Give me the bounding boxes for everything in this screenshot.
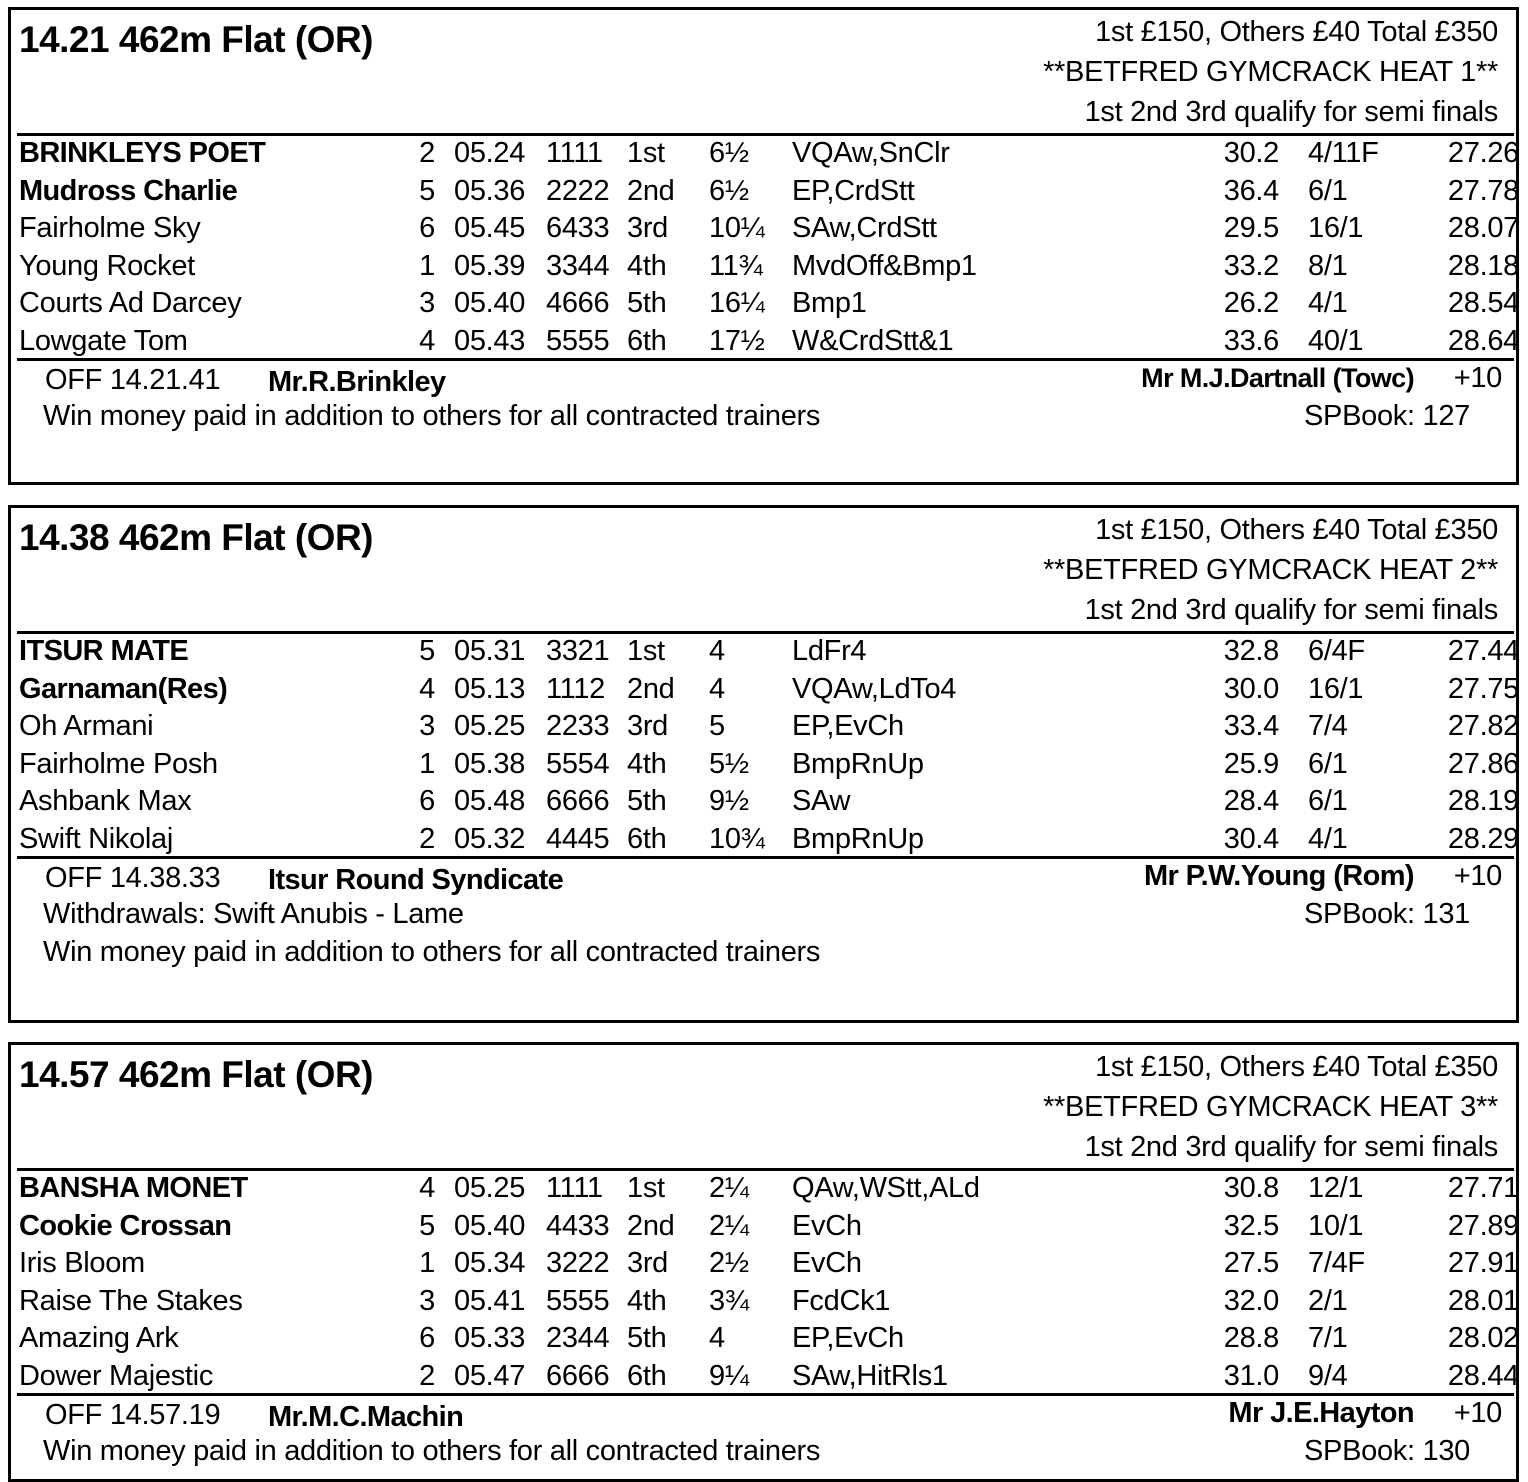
- runner-name: ITSUR MATE: [19, 635, 189, 667]
- starting-price: 6/4F: [1308, 635, 1365, 667]
- weight: 32.8: [1223, 635, 1279, 667]
- owner-name: Itsur Round Syndicate: [268, 864, 564, 896]
- finish-position: 5th: [627, 1322, 667, 1354]
- runner-name: Mudross Charlie: [19, 174, 238, 207]
- starting-price: 4/1: [1308, 287, 1348, 319]
- split-time: 05.13: [454, 672, 526, 705]
- distance-beaten: 6½: [709, 137, 749, 169]
- runner-name: Garnaman(Res): [19, 672, 228, 705]
- weight: 29.5: [1223, 212, 1279, 244]
- split-time: 05.36: [454, 174, 526, 207]
- run-time: 28.19: [1447, 785, 1519, 817]
- finish-position: 5th: [627, 785, 667, 817]
- weight: 26.2: [1223, 287, 1279, 319]
- split-time: 05.45: [454, 212, 526, 244]
- runner-name: Courts Ad Darcey: [19, 287, 242, 319]
- finish-position: 2nd: [627, 672, 675, 705]
- table-row: [11, 285, 1519, 323]
- weight: 31.0: [1223, 1359, 1279, 1392]
- weight: 30.4: [1223, 822, 1279, 855]
- run-time: 28.64: [1447, 324, 1519, 357]
- finish-position: 3rd: [627, 710, 669, 742]
- run-time: 27.78: [1447, 174, 1519, 207]
- table-row: [11, 248, 1519, 286]
- run-time: 27.86: [1447, 747, 1519, 780]
- sectional-positions: 6433: [546, 212, 610, 244]
- sp-book: SPBook: 127: [1304, 400, 1470, 432]
- sectional-positions: 5555: [546, 324, 610, 357]
- qualify-note: 1st 2nd 3rd qualify for semi finals: [1084, 96, 1498, 128]
- runner-name: Swift Nikolaj: [19, 822, 174, 855]
- weight: 32.0: [1223, 1284, 1279, 1317]
- race-remarks: QAw,WStt,ALd: [792, 1172, 980, 1204]
- table-row: [11, 1170, 1519, 1208]
- prize-money: 1st £150, Others £40 Total £350: [1095, 514, 1498, 546]
- qualify-note: 1st 2nd 3rd qualify for semi finals: [1084, 1131, 1498, 1163]
- runner-name: Oh Armani: [19, 710, 154, 742]
- prize-money: 1st £150, Others £40 Total £350: [1095, 1051, 1498, 1083]
- owner-name: Mr.R.Brinkley: [268, 366, 446, 398]
- finish-position: 4th: [627, 747, 667, 780]
- run-time: 28.02: [1447, 1322, 1519, 1354]
- finish-position: 2nd: [627, 1209, 675, 1242]
- runner-name: BRINKLEYS POET: [19, 137, 266, 169]
- table-row: [11, 1208, 1519, 1246]
- table-row: [11, 1283, 1519, 1321]
- race-remarks: LdFr4: [792, 635, 867, 667]
- results-table: [11, 1170, 1519, 1395]
- race-card-2: [8, 505, 1519, 1023]
- sectional-positions: 2233: [546, 710, 610, 742]
- heat-name: **BETFRED GYMCRACK HEAT 3**: [1043, 1091, 1498, 1123]
- race-remarks: W&CrdStt&1: [792, 324, 954, 357]
- finish-position: 5th: [627, 287, 667, 319]
- race-remarks: EP,EvCh: [792, 710, 904, 742]
- sectional-positions: 1111: [546, 137, 603, 169]
- distance-beaten: 2¼: [709, 1209, 749, 1242]
- off-time: OFF 14.21.41: [45, 364, 221, 396]
- race-remarks: EvCh: [792, 1247, 862, 1279]
- distance-beaten: 4: [709, 1322, 725, 1354]
- weight: 32.5: [1223, 1209, 1279, 1242]
- weight: 30.2: [1223, 137, 1279, 169]
- race-card-3: [8, 1042, 1519, 1482]
- prize-money: 1st £150, Others £40 Total £350: [1095, 16, 1498, 48]
- race-title: 14.38 462m Flat (OR): [19, 517, 373, 558]
- off-time: OFF 14.38.33: [45, 862, 221, 894]
- split-time: 05.25: [454, 1172, 526, 1204]
- table-row: [11, 708, 1519, 746]
- runner-name: Fairholme Sky: [19, 212, 201, 244]
- distance-beaten: 5: [709, 710, 725, 742]
- table-row: [11, 323, 1519, 361]
- table-row: [11, 746, 1519, 784]
- going-allowance: +10: [1453, 860, 1502, 892]
- weight: 30.8: [1223, 1172, 1279, 1204]
- split-time: 05.25: [454, 710, 526, 742]
- runner-name: Dower Majestic: [19, 1359, 214, 1392]
- trap-number: 2: [419, 137, 435, 169]
- starting-price: 6/1: [1308, 174, 1348, 207]
- starting-price: 10/1: [1308, 1209, 1364, 1242]
- race-remarks: VQAw,SnClr: [792, 137, 950, 169]
- finish-position: 1st: [627, 1172, 665, 1204]
- sectional-positions: 2344: [546, 1322, 610, 1354]
- trap-number: 4: [419, 1172, 435, 1204]
- race-remarks: BmpRnUp: [792, 747, 924, 780]
- finish-position: 4th: [627, 249, 667, 282]
- finish-position: 6th: [627, 822, 667, 855]
- run-time: 28.54: [1447, 287, 1519, 319]
- trap-number: 4: [419, 672, 435, 705]
- off-time: OFF 14.57.19: [45, 1399, 221, 1431]
- distance-beaten: 17½: [709, 324, 765, 357]
- trap-number: 6: [419, 212, 435, 244]
- starting-price: 16/1: [1308, 212, 1364, 244]
- race-note: Win money paid in addition to others for all contracted trainers: [43, 400, 821, 432]
- trap-number: 4: [419, 324, 435, 357]
- starting-price: 12/1: [1308, 1172, 1364, 1204]
- finish-position: 3rd: [627, 1247, 669, 1279]
- trap-number: 3: [419, 287, 435, 319]
- run-time: 28.07: [1447, 212, 1519, 244]
- table-row: [11, 1320, 1519, 1358]
- weight: 25.9: [1223, 747, 1279, 780]
- split-time: 05.32: [454, 822, 526, 855]
- starting-price: 16/1: [1308, 672, 1364, 705]
- runner-name: Ashbank Max: [19, 785, 192, 817]
- table-row: [11, 210, 1519, 248]
- distance-beaten: 9½: [709, 785, 749, 817]
- trap-number: 1: [419, 747, 435, 780]
- sectional-positions: 2222: [546, 174, 610, 207]
- distance-beaten: 9¼: [709, 1359, 749, 1392]
- runner-name: Iris Bloom: [19, 1247, 145, 1279]
- trap-number: 5: [419, 1209, 435, 1242]
- run-time: 27.91: [1447, 1247, 1519, 1279]
- trap-number: 3: [419, 710, 435, 742]
- split-time: 05.43: [454, 324, 526, 357]
- distance-beaten: 16¼: [709, 287, 765, 319]
- distance-beaten: 5½: [709, 747, 749, 780]
- runner-name: Fairholme Posh: [19, 747, 218, 780]
- split-time: 05.48: [454, 785, 526, 817]
- heat-name: **BETFRED GYMCRACK HEAT 2**: [1043, 554, 1498, 586]
- run-time: 27.71: [1447, 1172, 1519, 1204]
- race-remarks: EP,EvCh: [792, 1322, 904, 1354]
- finish-position: 1st: [627, 137, 665, 169]
- table-row: [11, 783, 1519, 821]
- table-row: [11, 135, 1519, 173]
- distance-beaten: 2½: [709, 1247, 749, 1279]
- run-time: 27.44: [1447, 635, 1519, 667]
- distance-beaten: 6½: [709, 174, 749, 207]
- race-remarks: MvdOff&Bmp1: [792, 249, 977, 282]
- sectional-positions: 6666: [546, 1359, 610, 1392]
- weight: 33.4: [1223, 710, 1279, 742]
- split-time: 05.33: [454, 1322, 526, 1354]
- starting-price: 6/1: [1308, 747, 1348, 780]
- results-table: [11, 633, 1519, 858]
- sectional-positions: 4445: [546, 822, 610, 855]
- finish-position: 6th: [627, 1359, 667, 1392]
- starting-price: 8/1: [1308, 249, 1348, 282]
- table-row: [11, 1245, 1519, 1283]
- race-remarks: SAw,HitRls1: [792, 1359, 948, 1392]
- run-time: 28.44: [1447, 1359, 1519, 1392]
- heat-name: **BETFRED GYMCRACK HEAT 1**: [1043, 56, 1498, 88]
- runner-name: Young Rocket: [19, 249, 195, 282]
- run-time: 28.01: [1447, 1284, 1519, 1317]
- finish-position: 6th: [627, 324, 667, 357]
- sectional-positions: 5554: [546, 747, 610, 780]
- table-row: [11, 633, 1519, 671]
- starting-price: 4/11F: [1308, 137, 1379, 169]
- starting-price: 2/1: [1308, 1284, 1348, 1317]
- trainer-name: Mr M.J.Dartnall (Towc): [1141, 363, 1414, 393]
- trainer-name: Mr P.W.Young (Rom): [1143, 860, 1414, 892]
- run-time: 28.18: [1447, 249, 1519, 282]
- runner-name: Cookie Crossan: [19, 1209, 232, 1242]
- sectional-positions: 3222: [546, 1247, 610, 1279]
- split-time: 05.34: [454, 1247, 526, 1279]
- race-note: Withdrawals: Swift Anubis - Lame: [43, 898, 464, 930]
- starting-price: 6/1: [1308, 785, 1348, 817]
- split-time: 05.40: [454, 1209, 526, 1242]
- distance-beaten: 4: [709, 672, 725, 705]
- race-remarks: SAw: [792, 785, 851, 817]
- finish-position: 3rd: [627, 212, 669, 244]
- sectional-positions: 1111: [546, 1172, 603, 1204]
- weight: 33.2: [1223, 249, 1279, 282]
- table-row: [11, 1358, 1519, 1396]
- race-remarks: EP,CrdStt: [792, 174, 915, 207]
- sp-book: SPBook: 130: [1304, 1435, 1470, 1467]
- starting-price: 7/4: [1308, 710, 1348, 742]
- split-time: 05.31: [454, 635, 526, 667]
- finish-position: 2nd: [627, 174, 675, 207]
- run-time: 28.29: [1447, 822, 1519, 855]
- distance-beaten: 10¾: [709, 822, 765, 855]
- sectional-positions: 3344: [546, 249, 610, 282]
- weight: 36.4: [1223, 174, 1279, 207]
- trap-number: 2: [419, 822, 435, 855]
- race-card-1: [8, 7, 1519, 485]
- starting-price: 40/1: [1308, 324, 1364, 357]
- starting-price: 4/1: [1308, 822, 1348, 855]
- weight: 28.8: [1223, 1322, 1279, 1354]
- sectional-positions: 6666: [546, 785, 610, 817]
- table-row: [11, 173, 1519, 211]
- distance-beaten: 3¾: [709, 1284, 749, 1317]
- split-time: 05.38: [454, 747, 526, 780]
- split-time: 05.47: [454, 1359, 526, 1392]
- sectional-positions: 1112: [546, 672, 606, 705]
- race-remarks: Bmp1: [792, 287, 867, 319]
- trainer-name: Mr J.E.Hayton: [1228, 1397, 1414, 1429]
- race-remarks: BmpRnUp: [792, 822, 924, 855]
- starting-price: 7/1: [1308, 1322, 1348, 1354]
- run-time: 27.89: [1447, 1209, 1519, 1242]
- weight: 30.0: [1223, 672, 1279, 705]
- weight: 33.6: [1223, 324, 1279, 357]
- sectional-positions: 3321: [546, 635, 610, 667]
- trap-number: 1: [419, 249, 435, 282]
- trap-number: 3: [419, 1284, 435, 1317]
- trap-number: 6: [419, 1322, 435, 1354]
- finish-position: 4th: [627, 1284, 667, 1317]
- race-title: 14.57 462m Flat (OR): [19, 1054, 373, 1095]
- race-remarks: VQAw,LdTo4: [792, 672, 957, 705]
- race-remarks: EvCh: [792, 1209, 862, 1242]
- runner-name: BANSHA MONET: [19, 1172, 248, 1204]
- runner-name: Raise The Stakes: [19, 1284, 243, 1317]
- sectional-positions: 5555: [546, 1284, 610, 1317]
- trap-number: 1: [419, 1247, 435, 1279]
- run-time: 27.26: [1447, 137, 1519, 169]
- split-time: 05.40: [454, 287, 526, 319]
- distance-beaten: 10¼: [709, 212, 765, 244]
- race-remarks: SAw,CrdStt: [792, 212, 937, 244]
- trap-number: 6: [419, 785, 435, 817]
- sp-book: SPBook: 131: [1304, 898, 1470, 930]
- owner-name: Mr.M.C.Machin: [268, 1401, 464, 1433]
- distance-beaten: 11¾: [709, 249, 763, 282]
- table-row: [11, 821, 1519, 859]
- starting-price: 7/4F: [1308, 1247, 1365, 1279]
- starting-price: 9/4: [1308, 1359, 1348, 1392]
- distance-beaten: 4: [709, 635, 725, 667]
- finish-position: 1st: [627, 635, 665, 667]
- sectional-positions: 4433: [546, 1209, 610, 1242]
- runner-name: Amazing Ark: [19, 1322, 179, 1354]
- distance-beaten: 2¼: [709, 1172, 749, 1204]
- trap-number: 2: [419, 1359, 435, 1392]
- run-time: 27.82: [1447, 710, 1519, 742]
- trap-number: 5: [419, 174, 435, 207]
- split-time: 05.39: [454, 249, 526, 282]
- run-time: 27.75: [1447, 672, 1519, 705]
- race-note: Win money paid in addition to others for all contracted trainers: [43, 1435, 821, 1467]
- runner-name: Lowgate Tom: [19, 324, 188, 357]
- race-remarks: FcdCk1: [792, 1284, 891, 1317]
- split-time: 05.41: [454, 1284, 526, 1317]
- results-table: [11, 135, 1519, 360]
- table-row: [11, 671, 1519, 709]
- going-allowance: +10: [1453, 1397, 1502, 1429]
- trap-number: 5: [419, 635, 435, 667]
- going-allowance: +10: [1453, 362, 1502, 394]
- split-time: 05.24: [454, 137, 526, 169]
- weight: 27.5: [1223, 1247, 1279, 1279]
- race-note: Win money paid in addition to others for all contracted trainers: [43, 936, 821, 968]
- sectional-positions: 4666: [546, 287, 610, 319]
- weight: 28.4: [1223, 785, 1279, 817]
- race-title: 14.21 462m Flat (OR): [19, 19, 373, 60]
- qualify-note: 1st 2nd 3rd qualify for semi finals: [1084, 594, 1498, 626]
